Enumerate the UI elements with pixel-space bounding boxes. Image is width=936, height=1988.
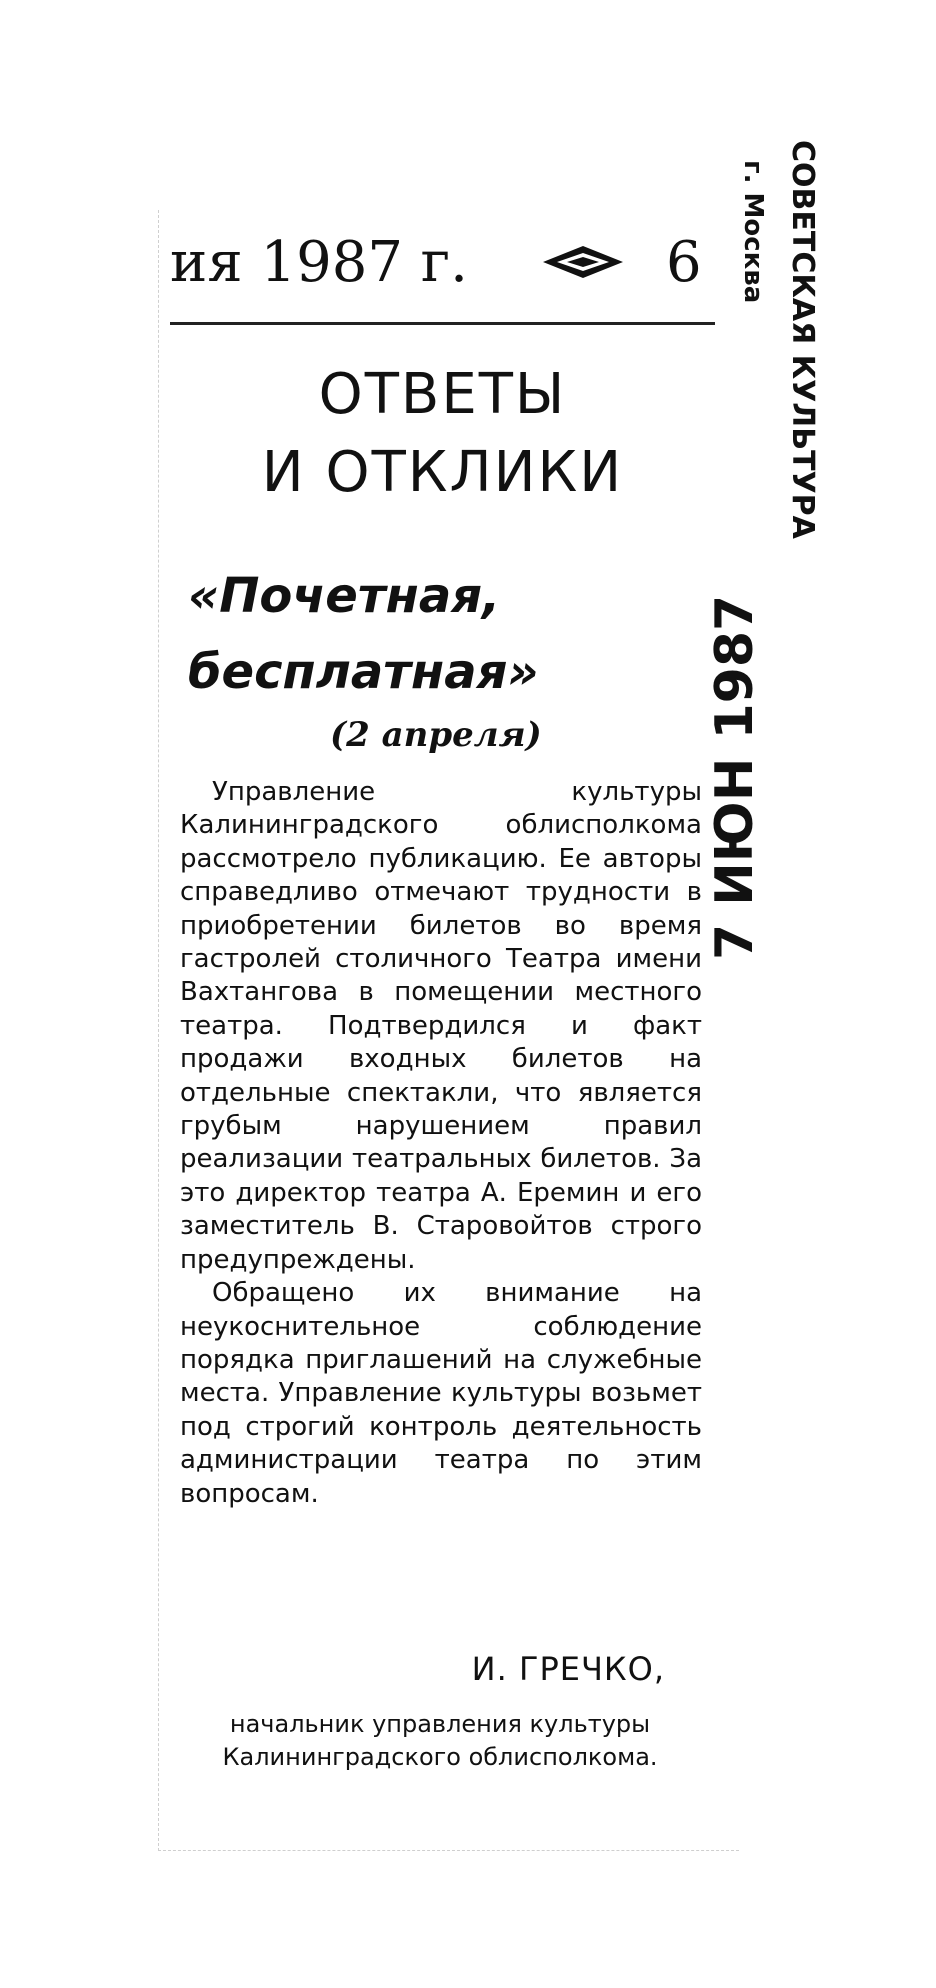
signer-title: начальник управления культуры Калининградского облисполкома. — [222, 1710, 658, 1771]
diamond-ornament-icon — [543, 244, 623, 280]
article-paragraph: Обращено их внимание на неукоснительное соблюдение порядка приглашений на служебные места. Управление культуры возьмет под строгий контроль деятельность администрации театра по этим вопросам. — [180, 1278, 702, 1509]
newspaper-header — [170, 228, 715, 298]
page-number: 6 — [666, 230, 702, 295]
headline-line2: бесплатная» — [188, 644, 539, 700]
stamp-city: г. Москва — [738, 160, 768, 304]
article-body — [180, 776, 702, 1511]
header-rule — [170, 322, 715, 325]
date-stamp — [705, 594, 830, 980]
issue-date: ия 1987 г. — [170, 230, 468, 295]
stamp-date: 7 ИЮН 1987 — [705, 594, 765, 960]
headline-line1: «Почетная, — [188, 568, 501, 624]
signer-name: И. ГРЕЧКО, — [471, 1650, 665, 1688]
article-paragraph: Управление культуры Калининградского облисполкома рассмотрело публикацию. Ее авторы справедливо отмечают трудности в приобретении билетов во время гастролей столичного Театра имени Вахтангова в помещении местного театра. Подтвердился и факт продажи входных билетов на отдельные спектакли, что является грубым нарушением правил реализации театральных билетов. За это директор театра А. Еремин и его заместитель В. Старовойтов строго предупреждены. — [180, 777, 702, 1275]
stamp-newspaper: СОВЕТСКАЯ КУЛЬТУРА — [785, 140, 820, 539]
section-title-line2: И ОТКЛИКИ — [261, 440, 624, 505]
section-title-line1: ОТВЕТЫ — [318, 362, 567, 427]
headline-date: (2 апреля) — [330, 715, 542, 755]
newspaper-stamp — [715, 130, 835, 539]
